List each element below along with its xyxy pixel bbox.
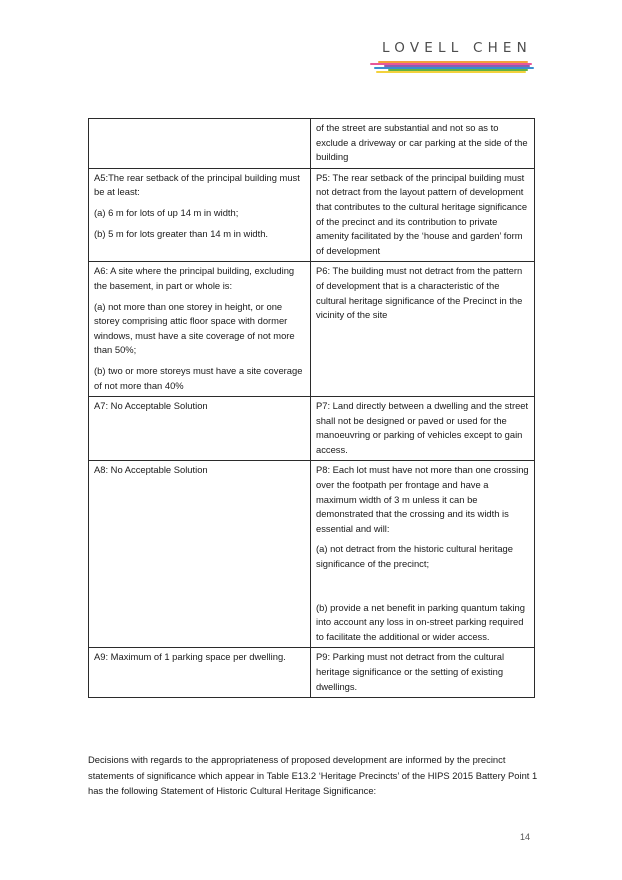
cell-text: (a) not detract from the historic cultural heritage significance of the precinct; [316,543,513,570]
cell-text: A9: Maximum of 1 parking space per dwelling. [94,651,286,663]
table-row [89,648,535,698]
cell-text: P6: The building must not detract from the pattern of development that is a characteristic of the cultural heritage significance of the Precinct in the vicinity of the site [316,265,523,321]
performance-criteria-cell [311,119,535,169]
acceptable-solution-cell [89,119,311,169]
performance-criteria-cell [311,648,535,698]
acceptable-solution-cell [89,648,311,698]
acceptable-solution-cell [89,168,311,262]
cell-text: (b) provide a net benefit in parking quantum taking into account any loss in on-street parking required to facilitate the additional or wider access. [316,601,525,642]
logo-wordmark: LOVELL CHEN [382,40,532,56]
cell-text: P8: Each lot must have not more than one crossing over the footpath per frontage and have a maximum width of 3 m unless it can be demonstrated that the crossing and its width is essential and will: [316,464,529,534]
logo-stripe [376,71,526,73]
body-paragraph: Decisions with regards to the appropriateness of proposed development are informed by the precinct statements of significance which appear in Table E13.2 ‘Heritage Precincts’ of the HIPS 2015 Battery Point 1 has the following Statement of Historic Cultural Heritage Significance: [88,754,538,797]
performance-criteria-cell [311,461,535,648]
acceptable-solution-cell [89,262,311,397]
acceptable-solution-cell [89,461,311,648]
table-row [89,397,535,461]
logo-stripes [370,61,536,73]
cell-text: (b) two or more storeys must have a site coverage of not more than 40% [94,364,303,391]
cell-text: P7: Land directly between a dwelling and the street shall not be designed or paved or used for the manoeuvring or parking of vehicles except to gain access. [316,400,529,455]
lovell-chen-logo [370,40,540,73]
cell-text: A6: A site where the principal building, excluding the basement, in part or whole is: [94,265,295,291]
cell-text: A7: No Acceptable Solution [94,400,208,412]
cell-text: P5: The rear setback of the principal building must not detract from the layout pattern of development that contributes to the cultural heritage significance of the precinct and its contribution to private amenity facilitated by the ‘house and garden’ form of development [316,171,528,256]
performance-criteria-cell [311,397,535,461]
cell-text: of the street are substantial and not so as to exclude a driveway or car parking at the side of the building [316,122,528,163]
cell-text: P9: Parking must not detract from the cultural heritage significance or the setting of existing dwellings. [316,651,505,692]
cell-text: A5:The rear setback of the principal building must be at least: [94,171,300,198]
table-row [89,461,535,648]
table-row [89,262,535,397]
acceptable-solution-cell [89,397,311,461]
table-row [89,168,535,262]
cell-text: (b) 5 m for lots greater than 14 m in width. [94,227,269,239]
performance-criteria-cell [311,168,535,262]
page-number: 14 [520,832,531,842]
performance-criteria-cell [311,262,535,397]
cell-text: (a) 6 m for lots of up 14 m in width; [94,206,239,218]
table-row [89,119,535,169]
cell-text: (a) not more than one storey in height, or one storey comprising attic floor space with dormer windows, must have a site coverage of not more than 50%; [94,300,295,356]
cell-text: A8: No Acceptable Solution [94,464,208,476]
heritage-criteria-table [88,118,535,698]
